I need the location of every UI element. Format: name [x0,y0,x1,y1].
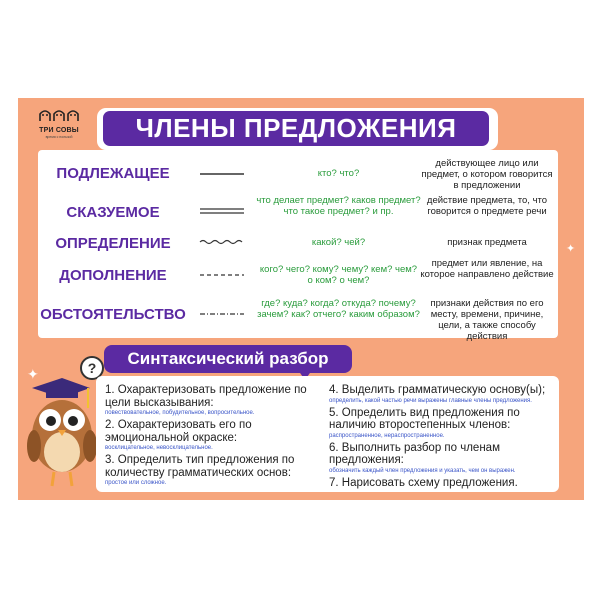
step-text: 2. Охарактеризовать его по эмоциональной окраске: [105,419,252,444]
question-bubble: ? [80,356,104,380]
member-questions: кого? чего? кому? чему? кем? чем? о ком? о чем? [259,264,418,286]
syntax-steps-box [96,376,559,492]
syntax-heading: Синтаксический разбор [104,345,352,373]
steps-right-column [329,384,553,489]
member-term: СКАЗУЕМОЕ [66,204,160,221]
star-icon: ✦ [27,366,39,382]
brand-tagline: время с пользой [45,135,73,139]
member-meaning: признаки действия по его месту, времени, причине, цели, а также способу действия [430,298,544,342]
step-text: 5. Определить вид предложения по наличию второстепенных членов: [329,406,520,431]
step-text: 1. Охарактеризовать предложение по цели высказывания: [105,384,307,409]
step-text: 4. Выделить грамматическую основу(ы); [329,384,546,396]
step-note: восклицательное, невосклицательное. [105,445,213,451]
step-item [105,384,329,417]
table-row [38,156,558,192]
double-underline-icon [198,207,248,215]
owl-mascot-icon [22,374,96,492]
step-note: обозначить каждый член предложения и указать, чем он выражен. [329,467,516,474]
steps-left-column [105,384,329,489]
member-meaning: предмет или явление, на которое направлено действие [420,258,554,280]
step-item [329,442,553,475]
member-term: ДОПОЛНЕНИЕ [59,267,167,284]
dashdot-underline-icon [198,311,248,317]
step-item [329,477,553,490]
dashed-underline-icon [198,272,248,278]
step-text: 7. Нарисовать схему предложения. [329,476,518,489]
step-item [329,384,553,405]
member-term: ОПРЕДЕЛЕНИЕ [55,235,171,252]
step-item [105,419,329,452]
table-row [38,258,558,294]
member-meaning: действующее лицо или предмет, о котором говорится в предложении [421,158,553,191]
solid-underline-icon [198,171,248,177]
step-note: повествовательное, побудительное, вопросительное. [105,410,255,416]
page-title: ЧЛЕНЫ ПРЕДЛОЖЕНИЯ [103,111,489,146]
wavy-underline-icon [198,238,248,246]
table-row [38,296,558,342]
step-text: 6. Выполнить разбор по членам предложения: [329,441,500,466]
step-item [105,454,329,487]
star-icon: ✦ [566,243,576,255]
step-note: определить, какой частью речи выражены главные члены предложения. [329,397,532,404]
brand-name: ТРИ СОВЫ [39,127,79,134]
brand-logo [38,108,80,139]
table-row [38,194,558,230]
owls-logo-icon [38,108,80,122]
members-table [38,150,558,342]
member-term: ПОДЛЕЖАЩЕЕ [56,165,170,182]
member-meaning: действие предмета, то, что говорится о предмете речи [426,195,548,217]
member-term: ОБСТОЯТЕЛЬСТВО [40,306,186,323]
table-row [38,232,558,256]
member-meaning: признак предмета [447,237,527,248]
step-text: 3. Определить тип предложения по количеству грамматических основ: [105,454,295,479]
step-item [329,407,553,440]
member-questions: где? куда? когда? откуда? почему? зачем? как? отчего? каким образом? [257,298,420,320]
member-questions: что делает предмет? каков предмет? что такое предмет? и пр. [256,195,421,217]
member-questions: какой? чей? [311,237,366,248]
step-note: распространенное, нераспространенное. [329,432,445,439]
step-note: простое или сложное. [105,480,167,486]
member-questions: кто? что? [317,168,360,179]
